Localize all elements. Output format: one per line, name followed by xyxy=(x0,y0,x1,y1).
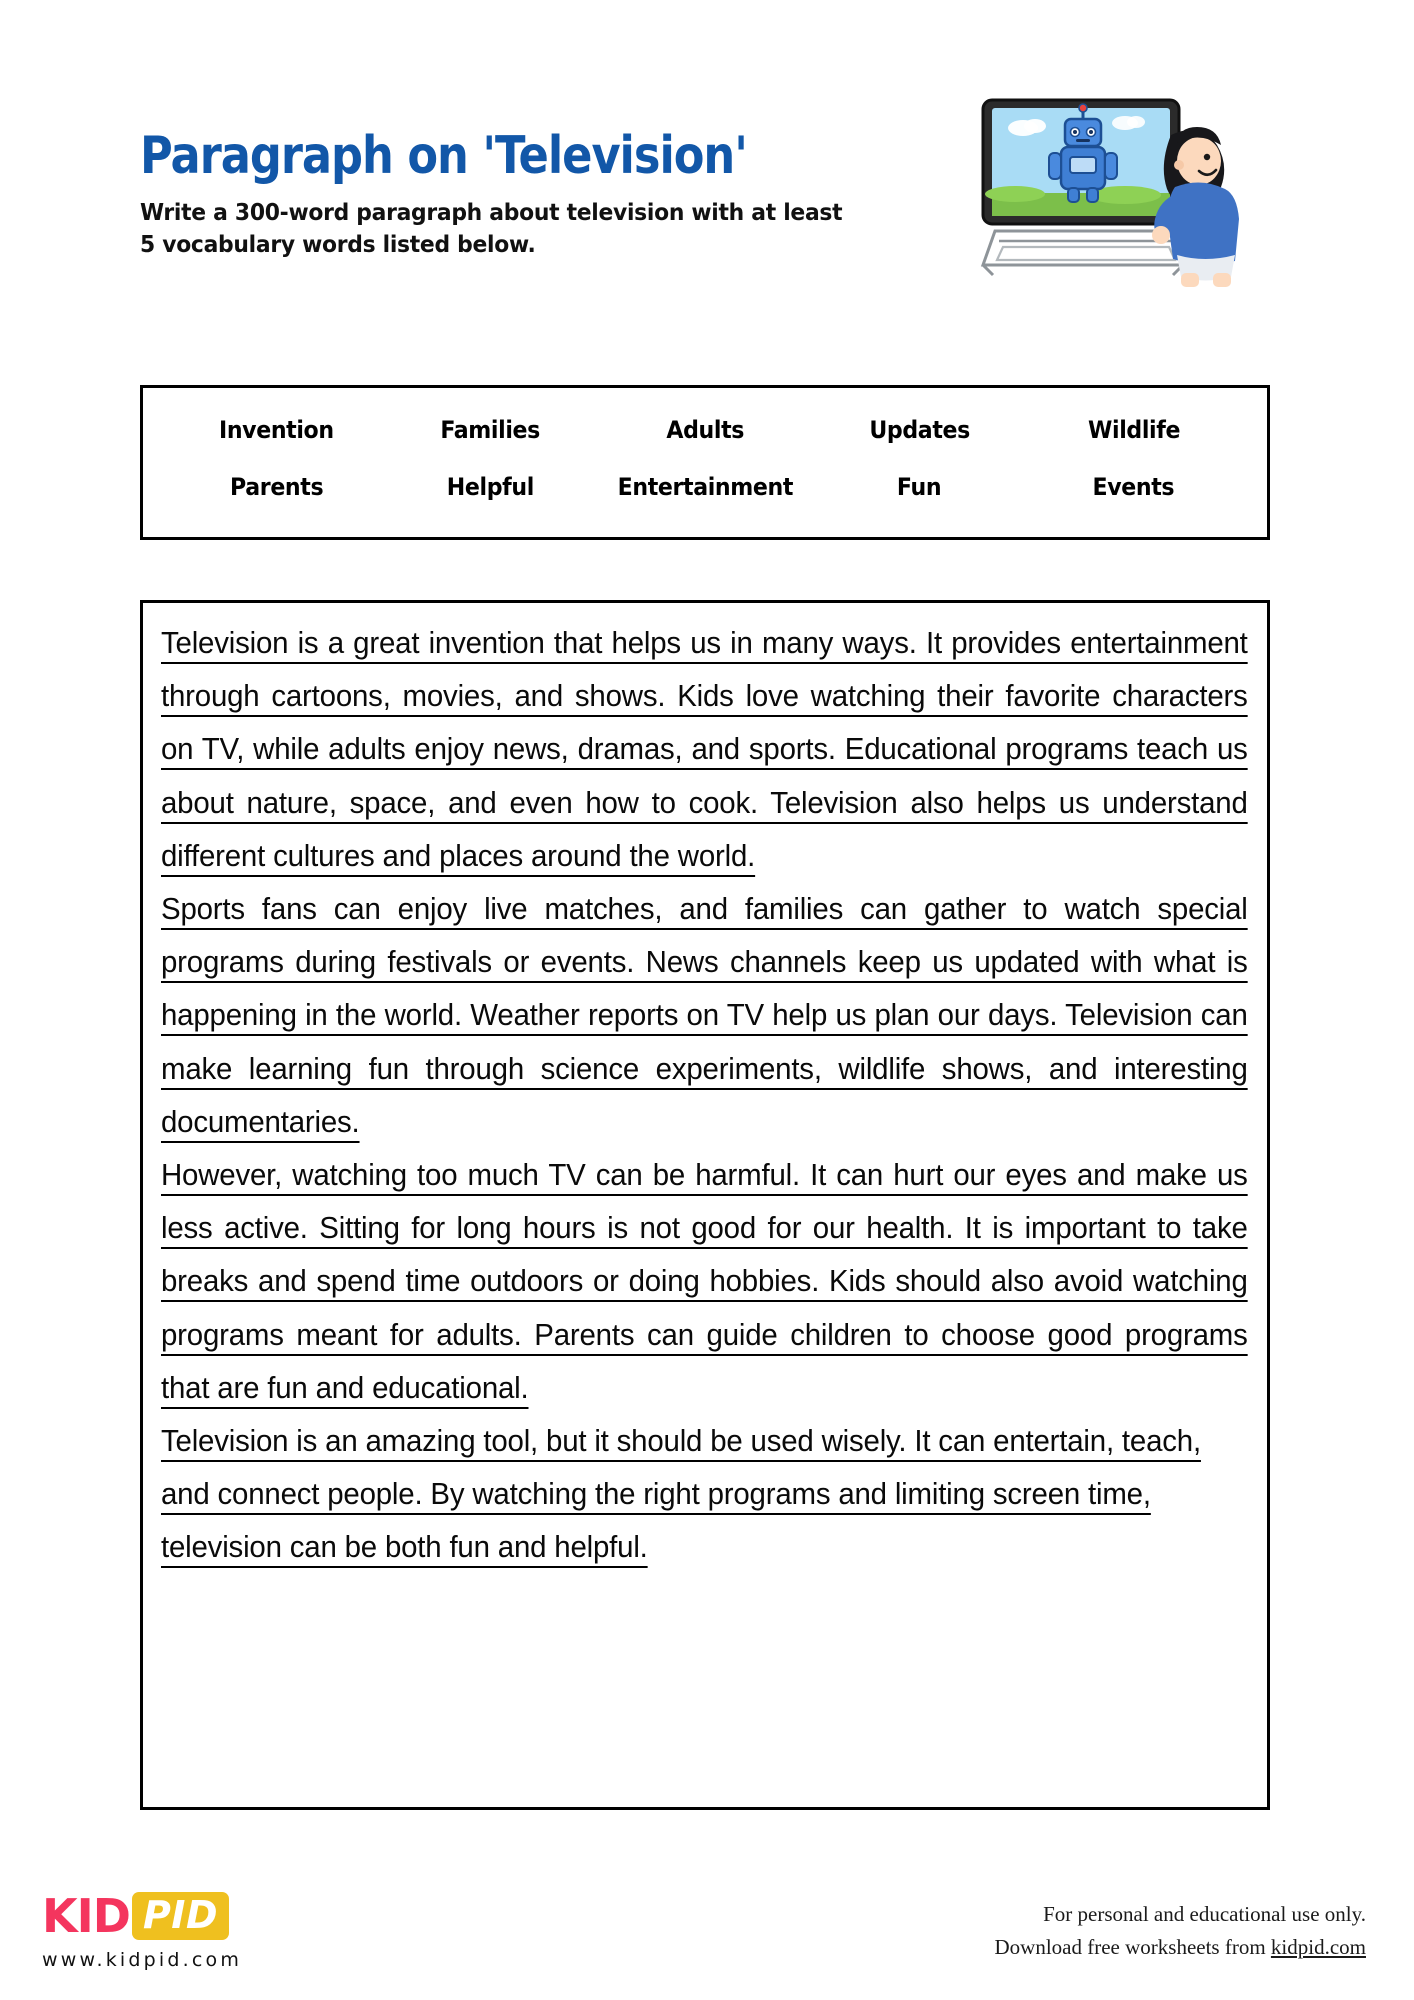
paragraph-block: Sports fans can enjoy live matches, and families can gather to watch special programs during festivals or events. News channels keep us updated with what is happening in the world. Weather reports on TV help us plan our days. Television can make learning fun through science experiments, wildlife shows, and interesting documentaries. xyxy=(161,892,1248,1139)
instructions-text xyxy=(140,198,929,261)
usage-notice xyxy=(995,1898,1367,1963)
usage-notice-line-2 xyxy=(995,1931,1367,1964)
logo-kid-text: KID xyxy=(42,1889,130,1943)
logo-row xyxy=(42,1890,242,1942)
paragraph-text xyxy=(161,617,1248,1575)
paragraph-block: However, watching too much TV can be harmful. It can hurt our eyes and make us less active. Sitting for long hours is not good for our health. It is important to take breaks and spend time outdoors or doing hobbies. Kids should also avoid watching programs meant for adults. Parents can guide children to choose good programs that are fun and educational. xyxy=(161,1158,1248,1405)
instructions-line-2: 5 vocabulary words listed below. xyxy=(140,231,536,258)
paragraph-block: Television is an amazing tool, but it should be used wisely. It can entertain, teach, and connect people. By watching the right programs and limiting screen time, television can be both fun and helpful. xyxy=(161,1424,1201,1565)
paragraph-answer-box[interactable] xyxy=(140,600,1270,1810)
vocab-word: Wildlife xyxy=(1087,416,1180,445)
vocab-word: Fun xyxy=(897,472,942,501)
worksheet-footer xyxy=(0,1880,1414,2000)
page-title: Paragraph on 'Television' xyxy=(140,126,747,186)
vocab-word: Events xyxy=(1092,472,1175,501)
instructions-line-1: Write a 300-word paragraph about television with at least xyxy=(140,200,843,226)
vocab-word: Parents xyxy=(229,472,323,501)
usage-notice-line-1: For personal and educational use only. xyxy=(1043,1902,1366,1926)
vocab-word: Adults xyxy=(666,416,744,445)
television-illustration xyxy=(975,95,1255,310)
vocab-word: Invention xyxy=(218,416,334,445)
logo-website-url: www.kidpid.com xyxy=(42,1949,243,1971)
kidpid-link[interactable]: kidpid.com xyxy=(1270,1934,1366,1959)
vocabulary-grid xyxy=(143,388,1267,537)
vocab-word: Updates xyxy=(869,416,970,445)
usage-notice-prefix: Download free worksheets from xyxy=(994,1934,1271,1959)
vocab-word: Families xyxy=(440,416,541,445)
vocab-word: Helpful xyxy=(447,472,535,501)
logo-pid-badge: PID xyxy=(132,1892,229,1940)
vocab-word: Entertainment xyxy=(617,472,793,501)
vocabulary-word-bank xyxy=(140,385,1270,540)
paragraph-block: Television is a great invention that helps us in many ways. It provides entertainment through cartoons, movies, and shows. Kids love watching their favorite characters on TV, while adults enjoy news, dramas, and sports. Educational programs teach us about nature, space, and even how to cook. Television also helps us understand different cultures and places around the world. xyxy=(161,626,1248,873)
kidpid-logo[interactable] xyxy=(42,1890,242,1971)
